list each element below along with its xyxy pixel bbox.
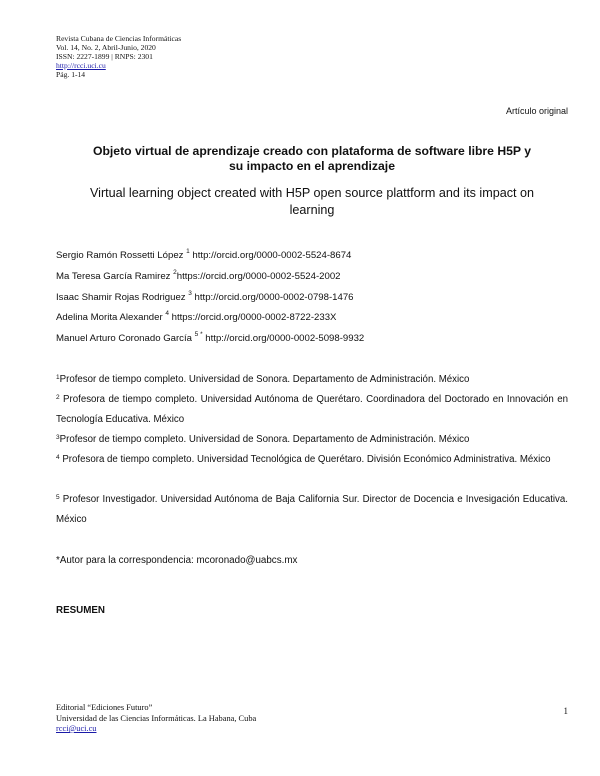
author-orcid[interactable]: https://orcid.org/0000-0002-8722-233X bbox=[171, 312, 337, 323]
author-affiliation-number: 5 * bbox=[194, 331, 203, 338]
journal-pages: Pág. 1-14 bbox=[56, 70, 86, 79]
affiliation-3 bbox=[56, 430, 568, 450]
footer-email-link[interactable]: rcci@uci.cu bbox=[56, 724, 97, 733]
title-spanish-line-2: su impacto en el aprendizaje bbox=[229, 159, 395, 173]
author-name: Manuel Arturo Coronado García bbox=[56, 333, 192, 344]
affiliation-number: 3 bbox=[56, 434, 60, 441]
affiliation-number: 2 bbox=[56, 394, 60, 401]
author-orcid[interactable]: https://orcid.org/0000-0002-5524-2002 bbox=[176, 271, 341, 282]
affiliation-number: 1 bbox=[56, 374, 60, 381]
journal-volume: Vol. 14, No. 2, Abril-Junio, 2020 bbox=[56, 43, 156, 52]
affiliation-text: Profesora de tiempo completo. Universidad Autónoma de Querétaro. Coordinadora del Doctorado en Innovación en Tecnología Educativa. México bbox=[56, 394, 568, 425]
affiliation-text: Profesor Investigador. Universidad Autónoma de Baja California Sur. Director de Docencia e Invesigación Educativa. México bbox=[56, 494, 568, 525]
author-affiliation-number: 4 bbox=[165, 310, 169, 317]
journal-header bbox=[56, 34, 181, 79]
author-name: Adelina Morita Alexander bbox=[56, 312, 163, 323]
title-spanish-line-1: Objeto virtual de aprendizaje creado con plataforma de software libre H5P y bbox=[93, 144, 531, 158]
author-orcid[interactable]: http://orcid.org/0000-0002-5524-8674 bbox=[192, 250, 352, 261]
author-line bbox=[56, 312, 336, 323]
title-spanish bbox=[56, 144, 568, 174]
author-affiliation-number: 2 bbox=[173, 269, 177, 276]
author-affiliation-number: 3 bbox=[188, 290, 192, 297]
author-line bbox=[56, 292, 354, 303]
author-line bbox=[56, 250, 351, 261]
affiliation-text: Profesor de tiempo completo. Universidad de Sonora. Departamento de Administración. México bbox=[59, 434, 470, 445]
page-footer bbox=[56, 703, 256, 735]
journal-issn: ISSN: 2227-1899 | RNPS: 2301 bbox=[56, 52, 153, 61]
page-number: 1 bbox=[563, 706, 568, 716]
affiliation-text: Profesor de tiempo completo. Universidad de Sonora. Departamento de Administración. México bbox=[59, 374, 470, 385]
journal-name: Revista Cubana de Ciencias Informáticas bbox=[56, 34, 182, 43]
author-affiliation-number: 1 bbox=[186, 248, 190, 255]
author-line bbox=[56, 271, 341, 282]
footer-publisher: Editorial “Ediciones Futuro” bbox=[56, 703, 153, 712]
author-name: Sergio Ramón Rossetti López bbox=[56, 250, 184, 261]
title-english bbox=[56, 185, 568, 219]
affiliation-number: 4 bbox=[56, 454, 60, 461]
affiliation-2 bbox=[56, 390, 568, 429]
abstract-heading: RESUMEN bbox=[56, 605, 105, 616]
affiliation-text: Profesora de tiempo completo. Universidad Tecnológica de Querétaro. División Económico Administrativa. México bbox=[62, 454, 551, 465]
affiliation-number: 5 bbox=[56, 494, 60, 501]
affiliation-1 bbox=[56, 370, 568, 390]
title-english-line-1: Virtual learning object created with H5P open source plattform and its impact on bbox=[89, 186, 535, 200]
footer-university: Universidad de las Ciencias Informáticas. La Habana, Cuba bbox=[56, 713, 257, 723]
author-orcid[interactable]: http://orcid.org/0000-0002-0798-1476 bbox=[194, 292, 354, 303]
author-name: Isaac Shamir Rojas Rodriguez bbox=[56, 292, 186, 303]
affiliation-5 bbox=[56, 490, 568, 529]
journal-url-link[interactable]: http://rcci.uci.cu bbox=[56, 61, 106, 70]
correspondence-note: *Autor para la correspondencia: mcoronado@uabcs.mx bbox=[56, 555, 298, 566]
affiliation-4 bbox=[56, 450, 568, 470]
article-type: Artículo original bbox=[505, 106, 568, 116]
author-orcid[interactable]: http://orcid.org/0000-0002-5098-9932 bbox=[205, 333, 365, 344]
author-line bbox=[56, 333, 364, 344]
title-english-line-2: learning bbox=[289, 203, 335, 217]
author-name: Ma Teresa García Ramirez bbox=[56, 271, 171, 282]
